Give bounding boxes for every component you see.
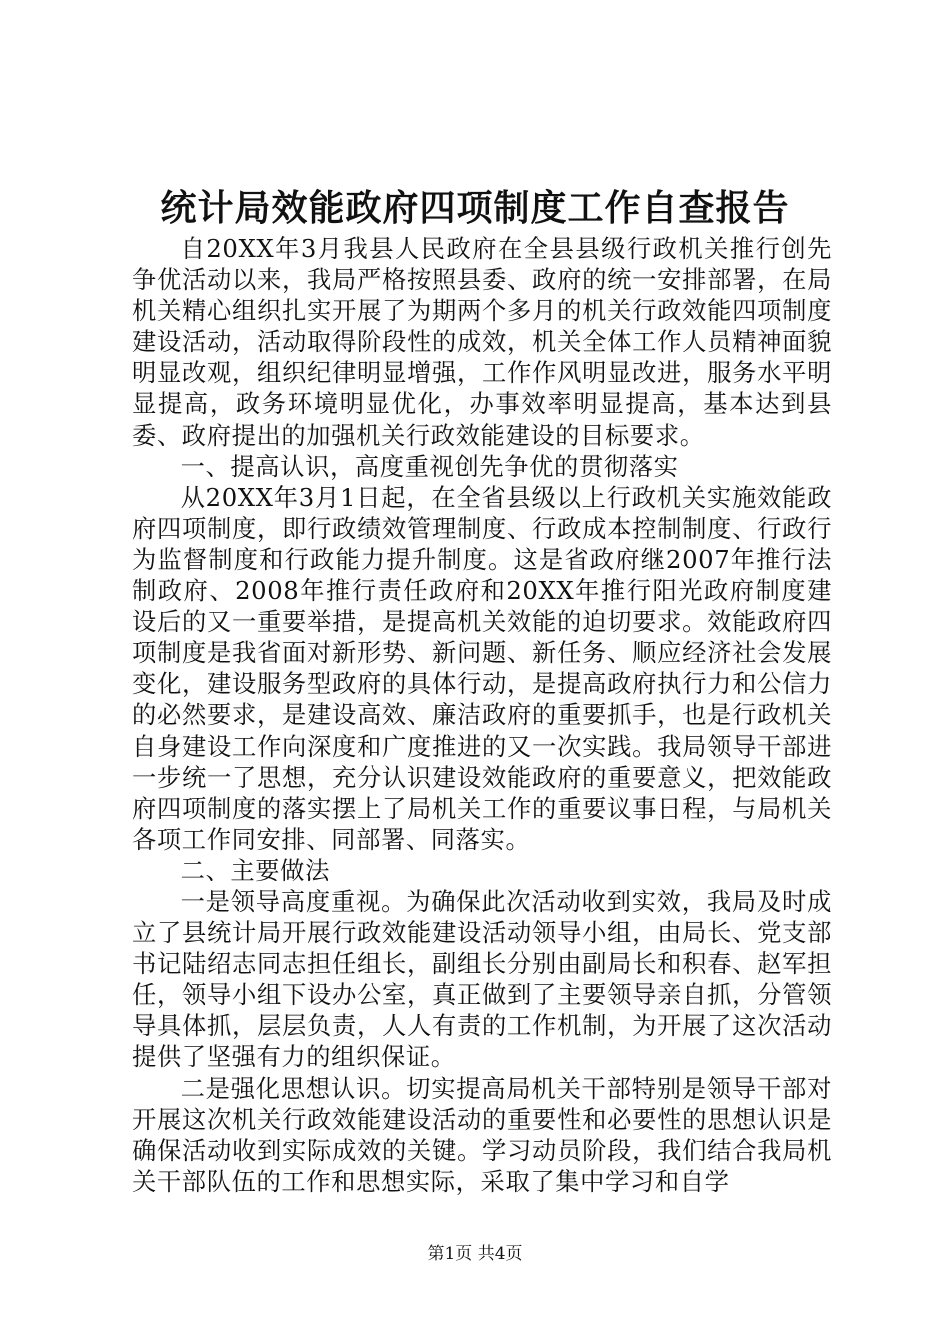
section-2-paragraph-2: 二是强化思想认识。切实提高局机关干部特别是领导干部对开展这次机关行政效能建设活动的重要性和必要性的思想认识是确保活动收到实际成效的关键。学习动员阶段，我们结合我局机关干部队伍的工作和思想实际，采取了集中学习和自学	[132, 1073, 832, 1196]
page-number-footer: 第1页 共4页	[427, 1244, 523, 1264]
document-title: 统计局效能政府四项制度工作自查报告	[160, 187, 790, 229]
section-2-paragraph-1: 一是领导高度重视。为确保此次活动收到实效，我局及时成立了县统计局开展行政效能建设活动领导小组，由局长、党支部书记陆绍志同志担任组长，副组长分别由副局长和积春、赵军担任，领导小组下设办公室，真正做到了主要领导亲自抓，分管领导具体抓，层层负责，人人有责的工作机制，为开展了这次活动提供了坚强有力的组织保证。	[132, 886, 832, 1072]
document-body	[132, 233, 832, 1197]
intro-paragraph: 自20XX年3月我县人民政府在全县县级行政机关推行创先争优活动以来，我局严格按照县委、政府的统一安排部署，在局机关精心组织扎实开展了为期两个多月的机关行政效能四项制度建设活动，活动取得阶段性的成效，机关全体工作人员精神面貌明显改观，组织纪律明显增强，工作作风明显改进，服务水平明显提高，政务环境明显优化，办事效率明显提高，基本达到县委、政府提出的加强机关行政效能建设的目标要求。	[132, 234, 832, 450]
section-1-paragraph: 从20XX年3月1日起，在全省县级以上行政机关实施效能政府四项制度，即行政绩效管理制度、行政成本控制制度、行政行为监督制度和行政能力提升制度。这是省政府继2007年推行法制政府、2008年推行责任政府和20XX年推行阳光政府制度建设后的又一重要举措，是提高机关效能的迫切要求。效能政府四项制度是我省面对新形势、新问题、新任务、顺应经济社会发展变化，建设服务型政府的具体行动，是提高政府执行力和公信力的必然要求，是建设高效、廉洁政府的重要抓手，也是行政机关自身建设工作向深度和广度推进的又一次实践。我局领导干部进一步统一了思想，充分认识建设效能政府的重要意义，把效能政府四项制度的落实摆上了局机关工作的重要议事日程，与局机关各项工作同安排、同部署、同落实。	[132, 482, 832, 854]
section-heading-1: 一、提高认识，高度重视创先争优的贯彻落实	[180, 451, 679, 481]
section-heading-2: 二、主要做法	[180, 855, 330, 885]
